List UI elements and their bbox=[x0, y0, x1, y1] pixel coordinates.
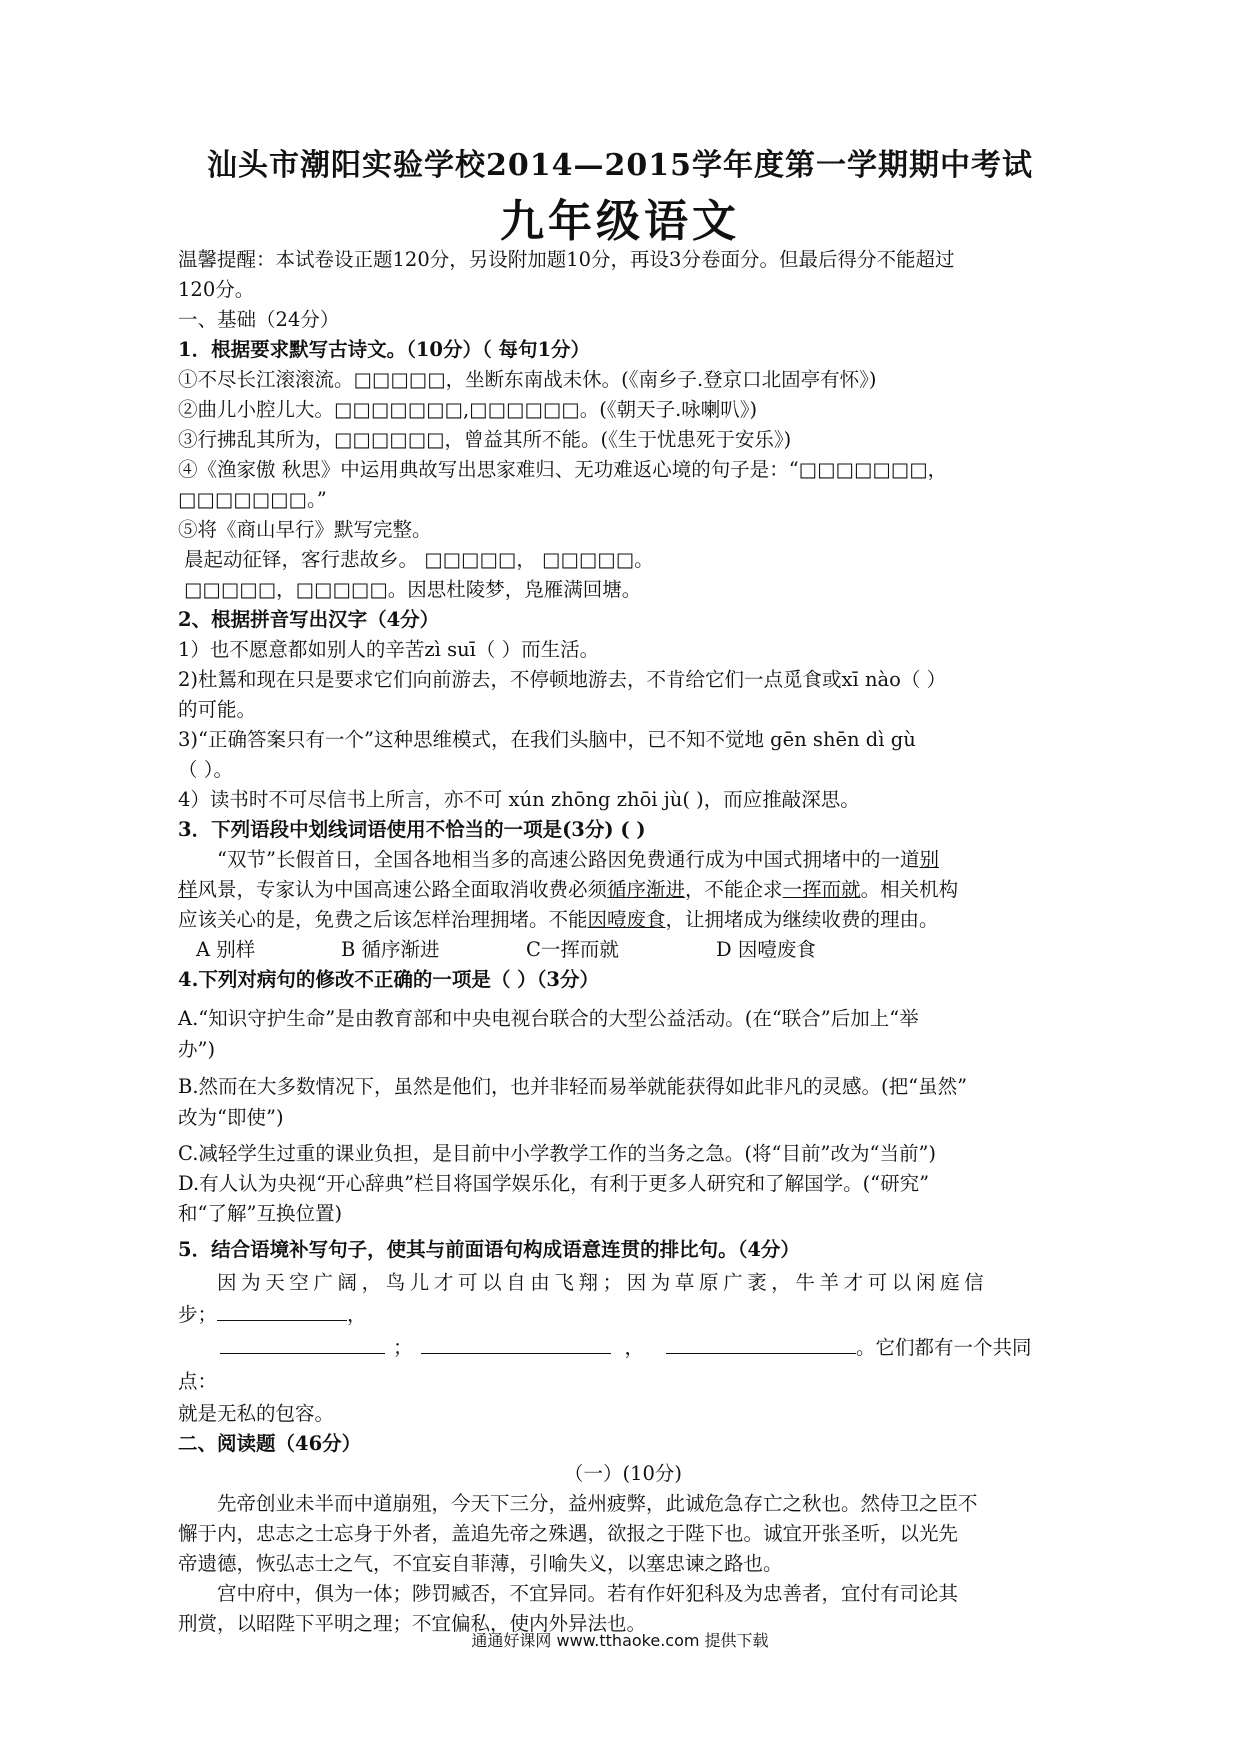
reading-line: 宫中府中，俱为一体；陟罚臧否，不宜异同。若有作奸犯科及为忠善者，宜付有司论其 bbox=[217, 1582, 959, 1605]
underlined-word: 因噎废食 bbox=[587, 908, 666, 931]
option-c: C一挥而就 bbox=[526, 938, 619, 961]
reading-line: 先帝创业未半而中道崩殂，今天下三分，益州疲弊，此诚危急存亡之秋也。然侍卫之臣不 bbox=[217, 1492, 978, 1515]
question-4-line: 改为“即使”) bbox=[178, 1106, 284, 1129]
question-2-line: 4）读书时不可尽信书上所言，亦不可 xún zhōng zhōi jù( )，而应推敲深思。 bbox=[178, 788, 860, 811]
question-3-passage bbox=[178, 875, 1068, 905]
passage-text: ，让拥堵成为继续收费的理由。 bbox=[665, 908, 939, 931]
reading-subheading: （一）(10分) bbox=[563, 1462, 683, 1485]
underlined-word: 样 bbox=[178, 878, 198, 901]
question-2-heading: 2、根据拼音写出汉字（4分） bbox=[178, 608, 440, 631]
answer-blank[interactable] bbox=[666, 1335, 856, 1354]
footer-credit: 通通好课网 www.tthaoke.com 提供下载 bbox=[471, 1631, 769, 1650]
question-3-options bbox=[178, 935, 1068, 965]
line-text: ， bbox=[624, 1336, 645, 1359]
question-4-heading: 4.下列对病句的修改不正确的一项是（ ）（3分） bbox=[178, 968, 599, 991]
option-a: A 别样 bbox=[196, 938, 256, 961]
option-b: B 循序渐进 bbox=[341, 938, 440, 961]
answer-blank[interactable] bbox=[220, 1335, 385, 1354]
underlined-word: 别 bbox=[919, 848, 939, 871]
passage-text: ，不能企求 bbox=[685, 878, 783, 901]
passage-text: 。相关机构 bbox=[860, 878, 959, 901]
exam-title: 汕头市潮阳实验学校2014—2015学年度第一学期期中考试 bbox=[207, 148, 1033, 183]
question-1-line: ④《渔家傲 秋思》中运用典故写出思家难归、无功难返心境的句子是：“□□□□□□□， bbox=[178, 458, 948, 481]
question-1-line: ①不尽长江滚滚流。□□□□□，坐断东南战未休。(《南乡子.登京口北固亭有怀》) bbox=[178, 368, 877, 391]
underlined-word: 循序渐进 bbox=[607, 878, 686, 901]
question-2-line: 的可能。 bbox=[178, 698, 257, 721]
question-2-line: 1）也不愿意都如别人的辛苦zì suī（ ）而生活。 bbox=[178, 638, 600, 661]
question-5-line bbox=[178, 1299, 1068, 1331]
question-3-heading: 3．下列语段中划线词语使用不恰当的一项是(3分) ( ) bbox=[178, 818, 646, 841]
question-1-line: 晨起动征铎，客行悲故乡。 □□□□□， □□□□□。 bbox=[184, 548, 654, 571]
question-3-passage bbox=[178, 845, 1068, 875]
question-1-line: □□□□□□□。” bbox=[178, 488, 327, 511]
option-d: D 因噎废食 bbox=[716, 938, 816, 961]
exam-body bbox=[178, 245, 1068, 1639]
question-2-line: 2)杜鵟和现在只是要求它们向前游去，不停顿地游去，不肯给它们一点觅食或xī nào（ ） bbox=[178, 668, 947, 691]
question-4-line: D.有人认为央视“开心辞典”栏目将国学娱乐化，有利于更多人研究和了解国学。(“研究” bbox=[178, 1172, 930, 1195]
question-1-line: ②曲儿小腔儿大。□□□□□□□,□□□□□□。(《朝天子.咏喇叭》) bbox=[178, 398, 758, 421]
line-text: ， bbox=[347, 1303, 367, 1326]
question-4-line: 和“了解”互换位置) bbox=[178, 1202, 343, 1225]
question-5-line: 因为天空广阔，鸟儿才可以自由飞翔；因为草原广袤，牛羊才可以闲庭信 bbox=[217, 1271, 989, 1294]
answer-blank[interactable] bbox=[421, 1335, 611, 1354]
reading-line: 帝遗德，恢弘志士之气，不宜妄自菲薄，引喻失义，以塞忠谏之路也。 bbox=[178, 1552, 783, 1575]
passage-text: 应该关心的是，免费之后该怎样治理拥堵。不能 bbox=[178, 908, 588, 931]
line-text: ； bbox=[393, 1336, 413, 1359]
subject-title: 九年级语文 bbox=[500, 196, 740, 247]
question-4-line: A.“知识守护生命”是由教育部和中央电视台联合的大型公益活动。(在“联合”后加上“举 bbox=[178, 1007, 919, 1030]
answer-blank[interactable] bbox=[217, 1302, 347, 1321]
question-4-line: B.然而在大多数情况下，虽然是他们，也并非轻而易举就能获得如此非凡的灵感。(把“虽然” bbox=[178, 1075, 968, 1098]
notice-line: 120分。 bbox=[178, 278, 255, 301]
question-4-line: 办”) bbox=[178, 1038, 216, 1061]
question-1-line: ⑤将《商山早行》默写完整。 bbox=[178, 518, 432, 541]
line-text: 步； bbox=[178, 1303, 218, 1326]
reading-line: 懈于内，忠志之士忘身于外者，盖追先帝之殊遇，欲报之于陛下也。诚宜开张圣听，以光先 bbox=[178, 1522, 959, 1545]
passage-text: 风景，专家认为中国高速公路全面取消收费必须 bbox=[197, 878, 608, 901]
line-text: 。它们都有一个共同点： bbox=[178, 1336, 1032, 1393]
question-1-heading: 1．根据要求默写古诗文。（10分）（ 每句1分） bbox=[178, 338, 591, 361]
section-heading: 一、基础（24分） bbox=[178, 308, 340, 331]
notice-line: 温馨提醒：本试卷设正题120分，另设附加题10分，再设3分卷面分。但最后得分不能超过 bbox=[178, 248, 955, 271]
underlined-word: 一挥而就 bbox=[782, 878, 861, 901]
question-3-passage bbox=[178, 905, 1068, 935]
question-1-line: □□□□□，□□□□□。因思杜陵梦，凫雁满回塘。 bbox=[184, 578, 642, 601]
question-1-line: ③行拂乱其所为，□□□□□□，曾益其所不能。(《生于忧患死于安乐》) bbox=[178, 428, 792, 451]
passage-text: “双节”长假首日，全国各地相当多的高速公路因免费通行成为中国式拥堵中的一道 bbox=[217, 848, 920, 871]
reading-line: 刑赏，以昭陛下平明之理；不宜偏私，使内外异法也。 bbox=[178, 1612, 647, 1635]
question-5-heading: 5．结合语境补写句子，使其与前面语句构成语意连贯的排比句。（4分） bbox=[178, 1238, 800, 1261]
question-5-line bbox=[178, 1331, 1068, 1399]
question-2-line: 3)“正确答案只有一个”这种思维模式，在我们头脑中，已不知不觉地 gēn shēn dì gù bbox=[178, 728, 916, 751]
question-4-line: C.减轻学生过重的课业负担，是目前中小学教学工作的当务之急。(将“目前”改为“当前”) bbox=[178, 1142, 937, 1165]
question-2-line: （ ）。 bbox=[178, 758, 233, 781]
question-5-line: 就是无私的包容。 bbox=[178, 1402, 335, 1425]
section-heading: 二、阅读题（46分） bbox=[178, 1432, 362, 1455]
